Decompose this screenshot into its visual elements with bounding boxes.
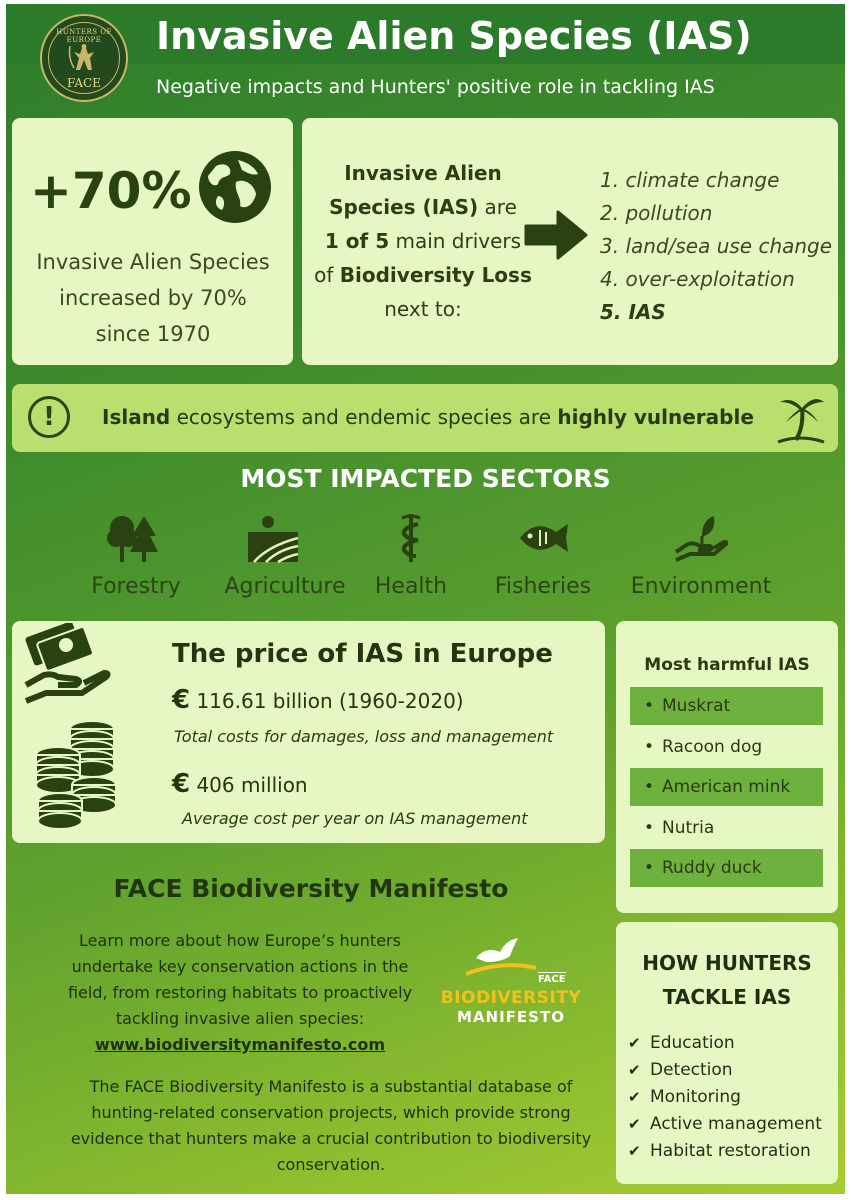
driver-item: 3. land/sea use change — [600, 234, 833, 258]
banner-part-2: ecosystems and endemic species are — [170, 405, 558, 429]
globe-icon — [196, 148, 274, 226]
hand-plant-icon — [674, 512, 728, 564]
price-amount-1: 116.61 billion (1960-2020) — [190, 689, 464, 713]
drivers-line-2b: are — [478, 195, 517, 219]
drivers-line-5: next to: — [384, 297, 462, 321]
hunters-item: ✔ Habitat restoration — [628, 1138, 822, 1165]
logo-bottom-text: FACE — [67, 76, 101, 90]
fish-icon — [516, 512, 570, 564]
price-amount-total — [172, 685, 464, 715]
manifesto-description: The FACE Biodiversity Manifesto is a substantial database of hunting-related conservation projects, which provide strong evidence that hunters make a crucial contribution to biodiversity conservation. — [70, 1077, 592, 1174]
drivers-list — [600, 164, 836, 329]
field-icon — [246, 512, 300, 564]
price-note-yearly: Average cost per year on IAS management — [182, 809, 528, 828]
coins-stack-icon — [32, 719, 122, 837]
euro-icon: € — [172, 769, 191, 799]
stat-description — [22, 244, 284, 352]
harmful-item: • American mink — [630, 768, 823, 806]
drivers-line-3b: main drivers — [389, 229, 522, 253]
price-amount-yearly — [172, 769, 308, 799]
harmful-item: • Ruddy duck — [630, 849, 823, 887]
arrow-right-icon — [524, 210, 588, 260]
hunters-title — [616, 946, 838, 1014]
hunter-figure-icon — [66, 40, 102, 74]
stat-line-3: since 1970 — [95, 322, 211, 346]
drivers-line-4a: of — [314, 263, 340, 287]
banner-part-1: Island — [102, 405, 171, 429]
euro-icon: € — [172, 685, 191, 715]
hunters-title-2: TACKLE IAS — [662, 985, 792, 1009]
price-card — [12, 621, 605, 843]
manifesto-intro-text: Learn more about how Europe’s hunters undertake key conservation actions in the field, from restoring habitats to proactively tackling invasive alien species: — [67, 931, 413, 1028]
hunters-list — [628, 1030, 822, 1165]
logo-biodiversity-text: BIODIVERSITY — [440, 988, 582, 1008]
driver-item: 1. climate change — [600, 168, 780, 192]
drivers-statement — [310, 156, 536, 326]
driver-item: 4. over-exploitation — [600, 267, 795, 291]
sector-label-environment: Environment — [630, 574, 772, 599]
logo-manifesto-text: MANIFESTO — [457, 1008, 565, 1026]
sector-label-forestry: Forestry — [91, 574, 181, 599]
drivers-line-1: Invasive Alien — [344, 161, 502, 185]
page-subtitle: Negative impacts and Hunters' positive role in tackling IAS — [156, 76, 715, 98]
biodiversity-manifesto-logo — [436, 936, 586, 1028]
hunters-item: ✔ Monitoring — [628, 1084, 822, 1111]
sector-label-agriculture: Agriculture — [224, 574, 346, 599]
driver-item-ias: 5. IAS — [600, 300, 666, 324]
palm-tree-icon — [774, 390, 828, 446]
hunters-item: ✔ Active management — [628, 1111, 822, 1138]
harmful-item: • Nutria — [630, 809, 823, 847]
harmful-item: • Muskrat — [630, 687, 823, 725]
price-note-total: Total costs for damages, loss and management — [174, 727, 554, 746]
banner-text — [102, 405, 754, 429]
drivers-line-3a: 1 of 5 — [324, 229, 390, 253]
face-logo — [40, 14, 128, 102]
hunters-title-1: HOW HUNTERS — [642, 951, 812, 975]
stat-card — [12, 118, 293, 365]
hunters-item: ✔ Detection — [628, 1057, 822, 1084]
logo-face-text: FACE — [538, 974, 566, 985]
money-hand-icon — [22, 623, 112, 713]
manifesto-intro — [50, 928, 430, 1058]
hunters-item: ✔ Education — [628, 1030, 822, 1057]
exclamation-icon: ! — [28, 396, 70, 438]
drivers-line-4b: Biodiversity Loss — [339, 263, 532, 287]
driver-item: 2. pollution — [600, 201, 713, 225]
caduceus-icon — [384, 512, 438, 564]
manifesto-link[interactable]: www.biodiversitymanifesto.com — [94, 1035, 386, 1054]
sector-label-health: Health — [374, 574, 448, 599]
price-title: The price of IAS in Europe — [172, 639, 553, 669]
stat-line-2: increased by 70% — [59, 286, 247, 310]
manifesto-title: FACE Biodiversity Manifesto — [113, 874, 509, 903]
hunters-card — [616, 922, 838, 1184]
infographic-page — [6, 4, 845, 1194]
stat-big-number: +70% — [30, 162, 192, 220]
banner-part-3: highly vulnerable — [557, 405, 754, 429]
bird-icon — [466, 936, 536, 980]
harmful-item: • Racoon dog — [630, 728, 823, 766]
page-title: Invasive Alien Species (IAS) — [156, 14, 752, 58]
drivers-card — [302, 118, 838, 365]
logo-top-text: HUNTERS OF EUROPE — [56, 28, 112, 44]
harmful-title: Most harmful IAS — [644, 655, 810, 675]
harmful-ias-card — [616, 621, 838, 913]
trees-icon — [104, 512, 158, 564]
vulnerability-banner — [12, 384, 838, 452]
stat-line-1: Invasive Alien Species — [36, 250, 270, 274]
price-amount-2: 406 million — [190, 773, 308, 797]
drivers-line-2a: Species (IAS) — [329, 195, 479, 219]
sectors-title: MOST IMPACTED SECTORS — [240, 464, 611, 493]
sector-label-fisheries: Fisheries — [494, 574, 592, 599]
